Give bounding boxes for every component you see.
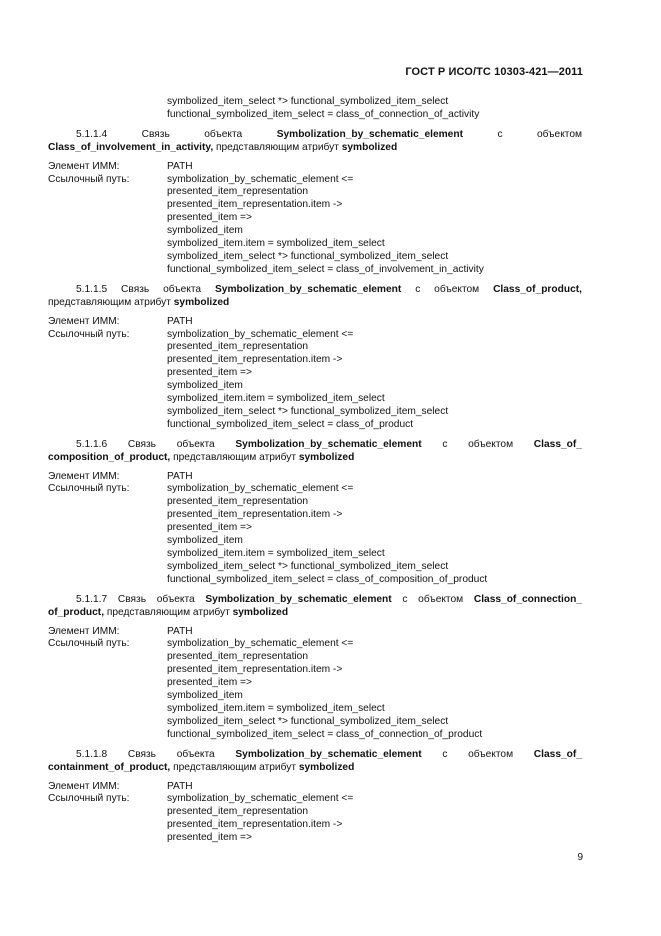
reference-path-row [48,793,582,845]
heading-word: 5.1.1.6 Связь [76,438,156,450]
path-line: presented_item_representation.item -> [167,199,343,211]
path-line: symbolization_by_schematic_element <= [167,793,354,805]
reference-path [167,174,582,277]
reference-path-row [48,329,582,432]
path-line: presented_item => [167,212,252,224]
reference-path-row [48,483,582,586]
path-line: presented_item => [167,522,252,534]
entity-name: composition_of_product, [48,451,171,463]
path-line: functional_symbolized_item_select = class_of_involvement_in_activity [167,263,484,275]
element-label: Элемент ИММ: [48,315,120,327]
path-line: functional_symbolized_item_select = class_of_product [167,418,414,430]
heading-word: объекта [204,128,243,140]
reference-path [167,793,582,845]
section-heading-line2 [48,607,288,618]
heading-text: представляющим атрибут [48,296,174,308]
path-line: presented_item_representation [167,651,309,663]
section-heading-line2 [48,762,354,773]
heading-word: объекта [176,438,215,450]
heading-word: с объектом [402,593,464,605]
path-line: presented_item_representation.item -> [167,509,343,521]
entity-name: Symbolization_by_schematic_element [215,283,402,295]
heading-word: объекта [176,748,215,760]
mapping-section [48,284,582,432]
heading-word: с [497,128,503,140]
section-heading-line1 [48,129,582,142]
mapping-section [48,439,582,587]
path-line: presented_item => [167,832,252,844]
reference-path-label: Ссылочный путь: [48,328,130,340]
heading-word: объектом [537,128,582,140]
path-line: symbolized_item_select *> functional_symbolized_item_select [167,405,449,417]
reference-path-row [48,638,582,741]
reference-path-label: Ссылочный путь: [48,793,130,805]
entity-name: Symbolization_by_schematic_element [276,128,463,140]
element-row [48,626,582,639]
section-heading [48,594,582,620]
element-value: PATH [167,315,193,327]
path-line: symbolized_item_select *> functional_symbolized_item_select [167,96,449,107]
section-heading-line1 [48,749,582,762]
page-number: 9 [577,852,583,863]
heading-word: объектом [468,748,514,760]
section-heading-line1 [48,284,582,297]
heading-text: представляющим атрибут [170,761,299,773]
reference-path-label: Ссылочный путь: [48,483,130,495]
section-heading-line2 [48,142,397,153]
attribute-name: symbolized [232,606,289,618]
section-heading-line2 [48,297,229,308]
heading-word: объектом [468,438,514,450]
entity-name: Class_of_connection_ [473,593,582,605]
path-line: symbolized_item.item = symbolized_item_select [167,548,385,559]
section-heading [48,129,582,155]
path-line: presented_item_representation.item -> [167,664,343,676]
section-heading [48,749,582,775]
entity-name: Symbolization_by_schematic_element [235,438,422,450]
sections-container [48,129,582,845]
heading-word: с [442,748,448,760]
entity-name: Class_of_product, [493,283,582,295]
reference-path [167,638,582,741]
heading-word: с объектом [415,283,480,295]
entity-name: Symbolization_by_schematic_element [205,593,392,605]
heading-text: представляющим атрибут [170,451,299,463]
mapping-section [48,749,582,845]
reference-path [167,483,582,586]
mapping-section [48,129,582,277]
section-heading-line1 [48,439,582,452]
path-line: presented_item_representation [167,186,309,198]
element-label: Элемент ИММ: [48,780,120,792]
heading-word: 5.1.1.5 Связь [76,283,150,295]
heading-word: с [442,438,448,450]
path-line: functional_symbolized_item_select = class_of_connection_of_product [167,728,483,740]
path-line: presented_item_representation.item -> [167,354,343,366]
entity-name: Class_of_ [533,438,582,450]
attribute-name: symbolized [173,296,230,308]
path-line: presented_item_representation [167,806,309,818]
path-line: presented_item_representation [167,496,309,508]
path-line: presented_item_representation.item -> [167,819,343,831]
path-line: presented_item_representation [167,341,309,353]
reference-path-label: Ссылочный путь: [48,638,130,650]
section-heading-line1 [48,594,582,607]
heading-text: представляющим атрибут [213,141,342,153]
path-line: symbolized_item_select *> functional_symbolized_item_select [167,560,449,572]
entity-name: Symbolization_by_schematic_element [235,748,422,760]
carryover-path [48,96,582,122]
document-header: ГОСТ Р ИСО/ТС 10303-421—2011 [405,66,583,78]
reference-path-row [48,174,582,277]
element-row [48,161,582,174]
element-row [48,781,582,794]
section-heading-line2 [48,452,354,463]
path-line: symbolized_item.item = symbolized_item_select [167,238,385,250]
reference-path [167,329,582,432]
entity-name: containment_of_product, [48,761,171,773]
heading-word: 5.1.1.7 Связь объекта [76,593,195,605]
reference-path-label: Ссылочный путь: [48,173,130,185]
path-line: functional_symbolized_item_select = class_of_composition_of_product [167,573,488,585]
path-line: symbolized_item [167,535,243,547]
path-line: presented_item => [167,677,252,689]
entity-name: of_product, [48,606,105,618]
element-value: PATH [167,160,193,172]
element-label: Элемент ИММ: [48,625,120,637]
path-line: symbolized_item_select *> functional_symbolized_item_select [167,250,449,262]
attribute-name: symbolized [298,451,355,463]
path-line: symbolization_by_schematic_element <= [167,638,354,650]
heading-word: 5.1.1.4 Связь [76,128,170,140]
path-line: functional_symbolized_item_select = class_of_connection_of_activity [167,108,480,120]
element-label: Элемент ИММ: [48,470,120,482]
page-content [48,96,582,845]
path-line: symbolized_item [167,225,243,237]
path-line: symbolization_by_schematic_element <= [167,173,354,185]
section-heading [48,439,582,465]
heading-word: объекта [163,283,202,295]
attribute-name: symbolized [298,761,355,773]
section-heading [48,284,582,310]
element-row [48,316,582,329]
path-line: symbolized_item.item = symbolized_item_select [167,393,385,405]
path-line: symbolized_item [167,380,243,392]
element-label: Элемент ИММ: [48,160,120,172]
element-value: PATH [167,470,193,482]
path-line: symbolized_item_select *> functional_symbolized_item_select [167,715,449,727]
heading-text: представляющим атрибут [104,606,233,618]
element-value: PATH [167,625,193,637]
path-line: symbolization_by_schematic_element <= [167,483,354,495]
path-line: symbolization_by_schematic_element <= [167,328,354,340]
element-value: PATH [167,780,193,792]
mapping-section [48,594,582,742]
path-line: symbolized_item.item = symbolized_item_select [167,702,385,714]
attribute-name: symbolized [341,141,398,153]
path-line: presented_item => [167,367,252,379]
path-line: symbolized_item [167,690,243,702]
entity-name: Class_of_ [533,748,582,760]
entity-name: Class_of_involvement_in_activity, [48,141,214,153]
element-row [48,471,582,484]
heading-word: 5.1.1.8 Связь [76,748,156,760]
